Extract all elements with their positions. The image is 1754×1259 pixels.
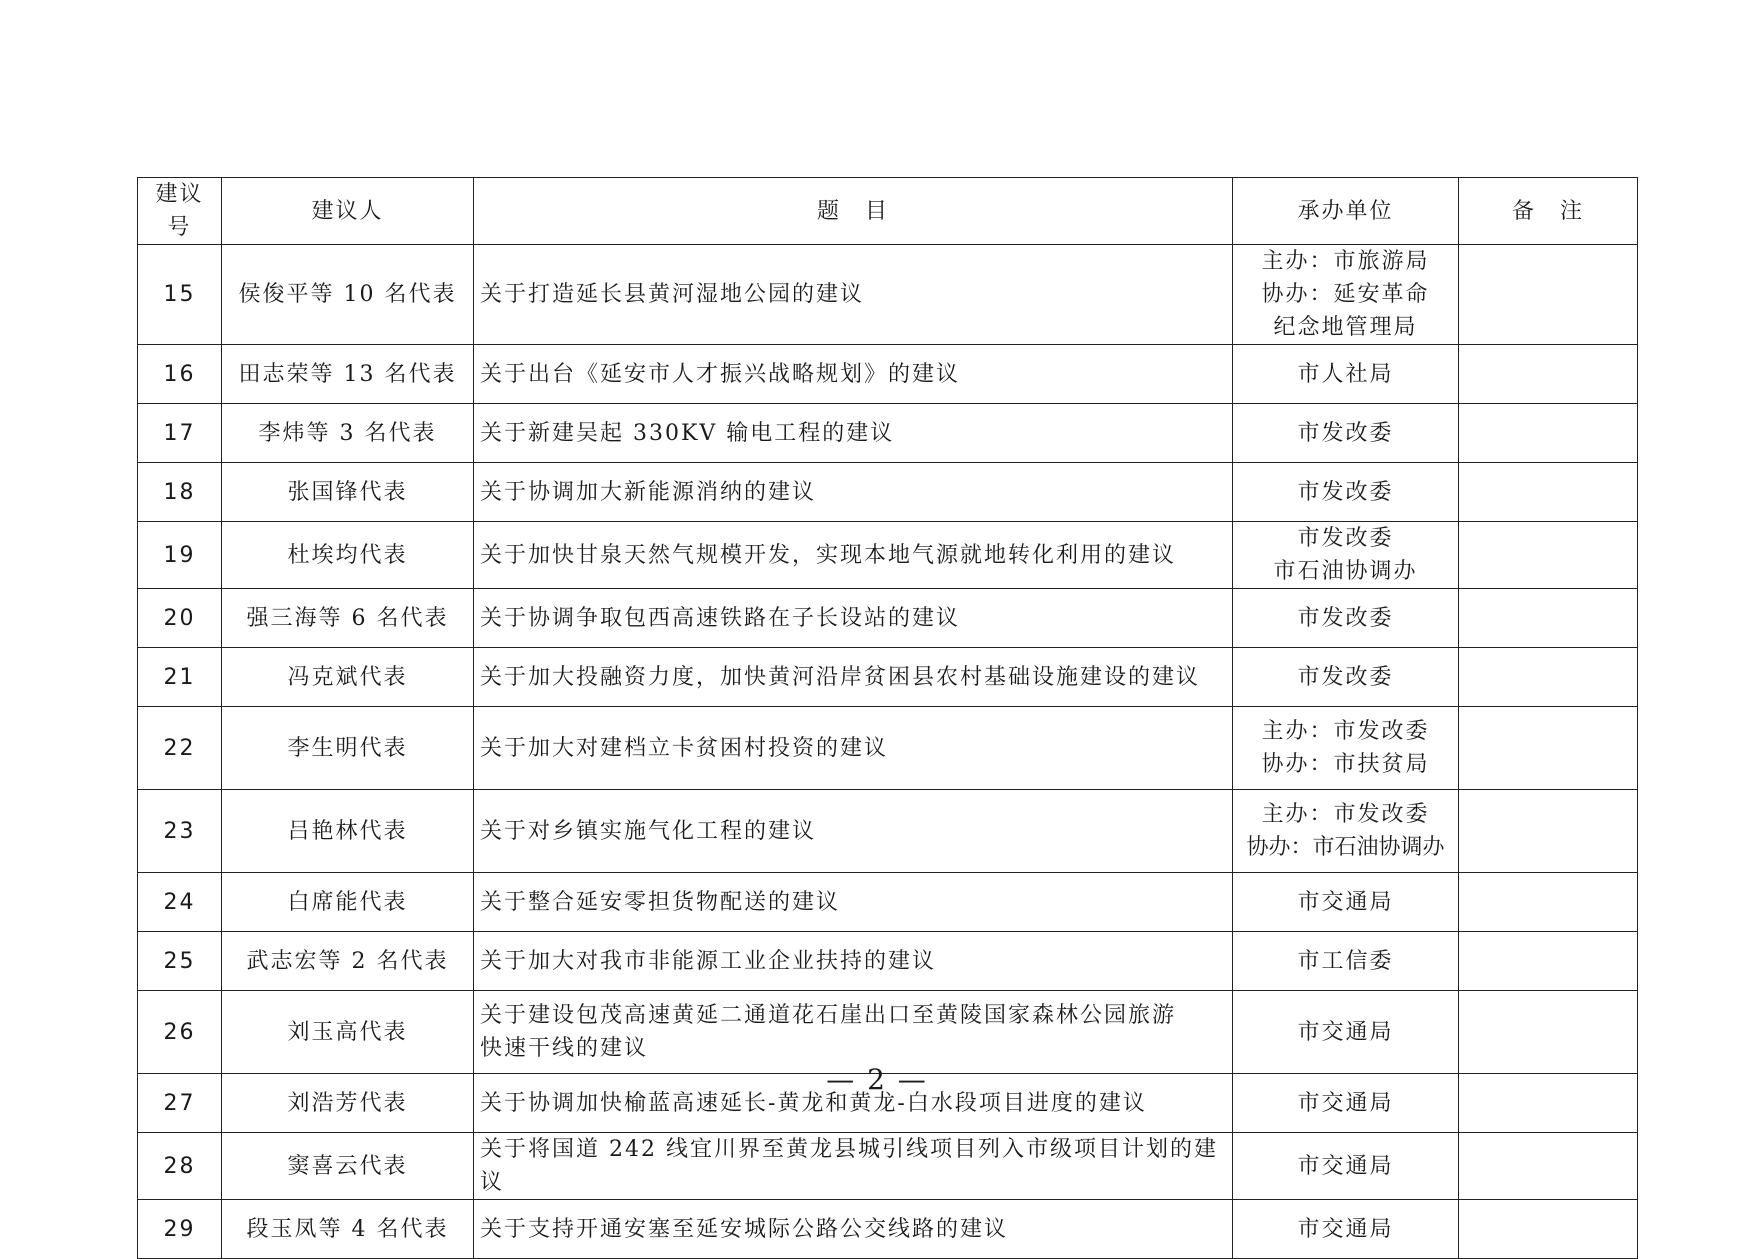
table-body xyxy=(138,245,1638,1259)
topic-line: 关于出台《延安市人才振兴战略规划》的建议 xyxy=(480,361,961,387)
table-row xyxy=(138,932,1638,991)
cell-proposal-number: 16 xyxy=(138,345,222,404)
cell-handling-unit xyxy=(1233,873,1459,932)
cell-handling-unit xyxy=(1233,1200,1459,1259)
cell-proposer: 吕艳林代表 xyxy=(222,790,474,873)
header-proposer: 建议人 xyxy=(222,178,474,245)
cell-topic xyxy=(474,404,1233,463)
table-header-row xyxy=(138,178,1638,245)
handling-unit-line: 市发改委 xyxy=(1297,664,1394,690)
topic-line: 关于对乡镇实施气化工程的建议 xyxy=(480,818,817,844)
cell-handling-unit xyxy=(1233,991,1459,1074)
cell-handling-unit xyxy=(1233,1133,1459,1200)
cell-handling-unit xyxy=(1233,707,1459,790)
handling-unit-line: 市交通局 xyxy=(1297,1019,1394,1045)
handling-unit-line: 协办：市石油协调办 xyxy=(1246,835,1445,860)
cell-proposal-number: 23 xyxy=(138,790,222,873)
cell-topic xyxy=(474,873,1233,932)
header-handling-unit: 承办单位 xyxy=(1233,178,1459,245)
cell-remarks xyxy=(1459,345,1638,404)
topic-line: 关于协调加快榆蓝高速延长-黄龙和黄龙-白水段项目进度的建议 xyxy=(480,1090,1147,1116)
handling-unit-line: 市交通局 xyxy=(1297,1090,1394,1116)
table-row xyxy=(138,991,1638,1074)
cell-proposer: 白席能代表 xyxy=(222,873,474,932)
handling-unit-line: 主办：市发改委 xyxy=(1261,719,1430,744)
cell-proposer: 杜埃均代表 xyxy=(222,522,474,589)
cell-handling-unit xyxy=(1233,790,1459,873)
cell-topic xyxy=(474,707,1233,790)
cell-topic xyxy=(474,1133,1233,1200)
cell-topic xyxy=(474,522,1233,589)
header-proposal-number: 建议号 xyxy=(138,178,222,245)
cell-handling-unit xyxy=(1233,463,1459,522)
cell-proposer: 刘浩芳代表 xyxy=(222,1074,474,1133)
cell-remarks xyxy=(1459,873,1638,932)
header-topic: 题 目 xyxy=(474,178,1233,245)
table-row xyxy=(138,1133,1638,1200)
topic-line: 关于加大投融资力度，加快黄河沿岸贫困县农村基础设施建设的建议 xyxy=(480,664,1201,690)
handling-unit-line: 市发改委 xyxy=(1297,479,1394,505)
cell-remarks xyxy=(1459,589,1638,648)
cell-topic xyxy=(474,648,1233,707)
table-row xyxy=(138,1200,1638,1259)
cell-proposer: 窦喜云代表 xyxy=(222,1133,474,1200)
cell-topic xyxy=(474,245,1233,345)
handling-unit-line: 主办：市旅游局 xyxy=(1261,249,1430,274)
table-row xyxy=(138,463,1638,522)
table-row xyxy=(138,648,1638,707)
cell-proposer: 武志宏等 2 名代表 xyxy=(222,932,474,991)
handling-unit-line: 市人社局 xyxy=(1297,361,1394,387)
cell-remarks xyxy=(1459,245,1638,345)
handling-unit-line: 市交通局 xyxy=(1297,1153,1394,1179)
cell-topic xyxy=(474,790,1233,873)
cell-handling-unit xyxy=(1233,589,1459,648)
cell-topic xyxy=(474,991,1233,1074)
handling-unit-line: 市交通局 xyxy=(1297,1216,1394,1242)
topic-line: 关于协调争取包西高速铁路在子长设站的建议 xyxy=(480,605,961,631)
topic-line: 关于建设包茂高速黄延二通道花石崖出口至黄陵国家森林公园旅游 xyxy=(480,1003,1177,1028)
cell-proposal-number: 22 xyxy=(138,707,222,790)
cell-proposal-number: 29 xyxy=(138,1200,222,1259)
cell-proposer: 冯克斌代表 xyxy=(222,648,474,707)
cell-remarks xyxy=(1459,1200,1638,1259)
cell-proposal-number: 28 xyxy=(138,1133,222,1200)
cell-proposal-number: 26 xyxy=(138,991,222,1074)
cell-topic xyxy=(474,932,1233,991)
cell-proposal-number: 24 xyxy=(138,873,222,932)
handling-unit-line: 市石油协调办 xyxy=(1273,559,1418,584)
cell-remarks xyxy=(1459,404,1638,463)
handling-unit-line: 市发改委 xyxy=(1297,420,1394,446)
cell-handling-unit xyxy=(1233,245,1459,345)
cell-proposal-number: 19 xyxy=(138,522,222,589)
cell-topic xyxy=(474,1200,1233,1259)
topic-line: 关于加大对建档立卡贫困村投资的建议 xyxy=(480,735,889,761)
cell-handling-unit xyxy=(1233,345,1459,404)
table-row xyxy=(138,404,1638,463)
cell-remarks xyxy=(1459,522,1638,589)
topic-line: 关于整合延安零担货物配送的建议 xyxy=(480,889,841,915)
cell-proposer: 强三海等 6 名代表 xyxy=(222,589,474,648)
handling-unit-line: 协办：延安革命 xyxy=(1261,282,1430,307)
cell-remarks xyxy=(1459,991,1638,1074)
table-row xyxy=(138,522,1638,589)
cell-proposer: 刘玉高代表 xyxy=(222,991,474,1074)
cell-topic xyxy=(474,345,1233,404)
cell-handling-unit xyxy=(1233,404,1459,463)
handling-unit-line: 协办：市扶贫局 xyxy=(1261,752,1430,777)
cell-remarks xyxy=(1459,648,1638,707)
cell-proposal-number: 17 xyxy=(138,404,222,463)
cell-proposal-number: 20 xyxy=(138,589,222,648)
cell-remarks xyxy=(1459,790,1638,873)
topic-line: 关于将国道 242 线宜川界至黄龙县城引线项目列入市级项目计划的建议 xyxy=(480,1137,1218,1195)
handling-unit-line: 纪念地管理局 xyxy=(1273,315,1418,340)
cell-proposer: 李炜等 3 名代表 xyxy=(222,404,474,463)
cell-proposer: 李生明代表 xyxy=(222,707,474,790)
cell-topic xyxy=(474,589,1233,648)
table-row xyxy=(138,589,1638,648)
table-row xyxy=(138,245,1638,345)
cell-proposal-number: 21 xyxy=(138,648,222,707)
cell-proposer: 张国锋代表 xyxy=(222,463,474,522)
table-row xyxy=(138,790,1638,873)
table-row xyxy=(138,345,1638,404)
header-remarks: 备 注 xyxy=(1459,178,1638,245)
cell-proposal-number: 27 xyxy=(138,1074,222,1133)
topic-line: 关于加快甘泉天然气规模开发，实现本地气源就地转化利用的建议 xyxy=(480,542,1177,568)
handling-unit-line: 主办：市发改委 xyxy=(1261,802,1430,827)
cell-remarks xyxy=(1459,932,1638,991)
cell-handling-unit xyxy=(1233,522,1459,589)
proposals-table xyxy=(137,177,1638,1259)
topic-line: 快速干线的建议 xyxy=(480,1036,649,1061)
cell-topic xyxy=(474,463,1233,522)
cell-proposer: 段玉凤等 4 名代表 xyxy=(222,1200,474,1259)
cell-proposer: 侯俊平等 10 名代表 xyxy=(222,245,474,345)
table-row xyxy=(138,707,1638,790)
cell-remarks xyxy=(1459,707,1638,790)
cell-remarks xyxy=(1459,463,1638,522)
topic-line: 关于支持开通安塞至延安城际公路公交线路的建议 xyxy=(480,1216,1009,1242)
table-row xyxy=(138,873,1638,932)
cell-handling-unit xyxy=(1233,932,1459,991)
handling-unit-line: 市发改委 xyxy=(1297,605,1394,631)
topic-line: 关于加大对我市非能源工业企业扶持的建议 xyxy=(480,948,937,974)
cell-proposal-number: 25 xyxy=(138,932,222,991)
cell-remarks xyxy=(1459,1133,1638,1200)
page-number: — 2 — xyxy=(826,1063,928,1096)
topic-line: 关于打造延长县黄河湿地公园的建议 xyxy=(480,282,865,307)
handling-unit-line: 市交通局 xyxy=(1297,889,1394,915)
topic-line: 关于协调加大新能源消纳的建议 xyxy=(480,479,817,505)
cell-proposal-number: 15 xyxy=(138,245,222,345)
cell-proposer: 田志荣等 13 名代表 xyxy=(222,345,474,404)
cell-handling-unit xyxy=(1233,648,1459,707)
topic-line: 关于新建吴起 330KV 输电工程的建议 xyxy=(480,420,895,446)
handling-unit-line: 市工信委 xyxy=(1297,948,1394,974)
cell-proposal-number: 18 xyxy=(138,463,222,522)
handling-unit-line: 市发改委 xyxy=(1297,526,1394,551)
